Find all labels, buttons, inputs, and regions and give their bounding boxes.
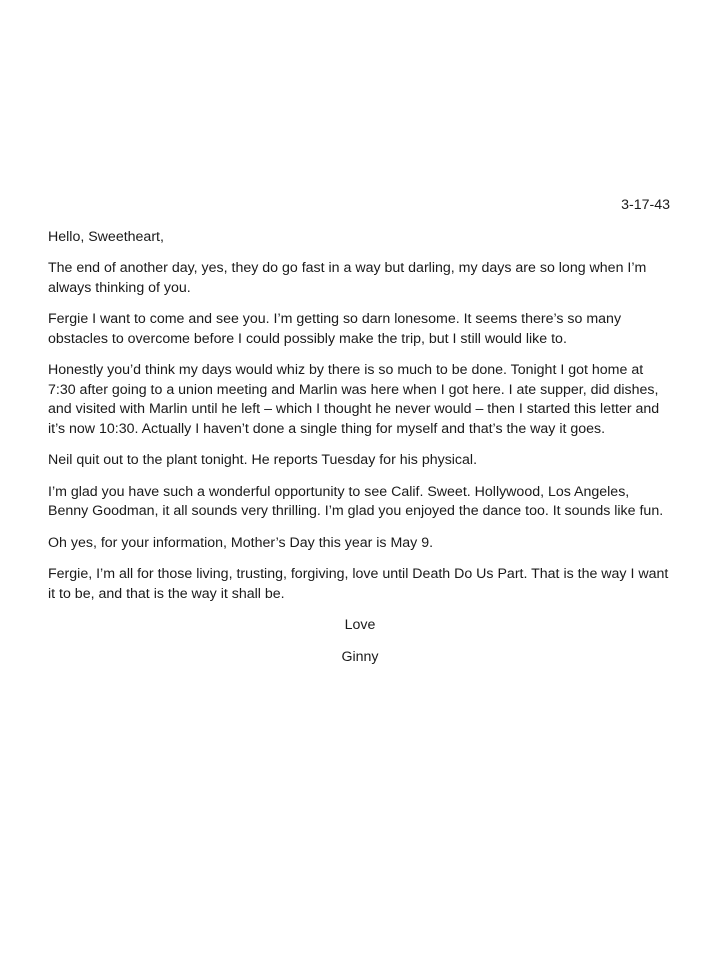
letter-paragraph-5: I’m glad you have such a wonderful opportunity to see Calif. Sweet. Hollywood, Los Angeles, Benny Goodman, it all sounds very thrilling. I’m glad you enjoyed the dance too. It sounds like fun. (48, 483, 664, 519)
letter-paragraph-2: Fergie I want to come and see you. I’m getting so darn lonesome. It seems there’s so many obstacles to overcome before I could possibly make the trip, but I still would like to. (48, 311, 622, 347)
letter-salutation: Hello, Sweetheart, (48, 228, 164, 245)
letter-date: 3-17-43 (621, 197, 670, 213)
letter-signature: Ginny (341, 648, 379, 665)
letter-paragraph-6: Oh yes, for your information, Mother’s Day this year is May 9. (48, 534, 434, 551)
letter-page (48, 196, 672, 667)
letter-paragraph-1: The end of another day, yes, they do go fast in a way but darling, my days are so long when I’m always thinking of you. (48, 260, 647, 296)
letter-paragraph-4: Neil quit out to the plant tonight. He reports Tuesday for his physical. (48, 452, 478, 468)
letter-paragraph-3: Honestly you’d think my days would whiz by there is so much to be done. Tonight I got home at 7:30 after going to a union meeting and Marlin was here when I got here. I ate supper, did dishes, and visited with Marlin until he left – which I thought he never would – then I started this letter and it’s now 10:30. Actually I haven’t done a single thing for myself and that’s the way it goes. (48, 362, 660, 437)
letter-closing: Love (344, 617, 376, 633)
letter-paragraph-7: Fergie, I’m all for those living, trusting, forgiving, love until Death Do Us Part. That is the way I want it to be, and that is the way it shall be. (48, 566, 669, 602)
